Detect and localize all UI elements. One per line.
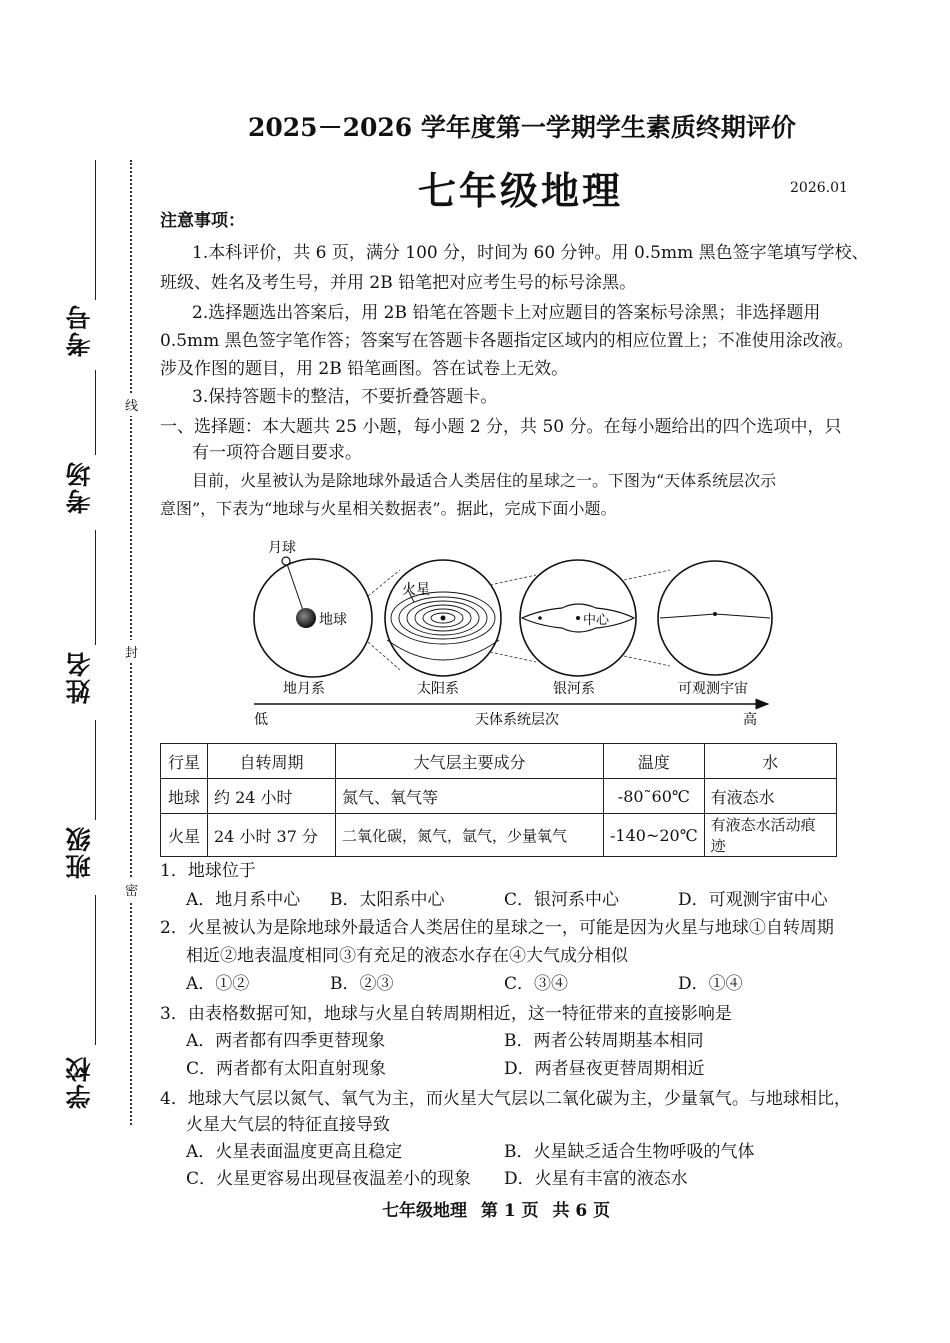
intro-line1: 目前，火星被认为是除地球外最适合人类居住的星球之一。下图为“天体系统层次示 — [192, 471, 777, 490]
q1-option-a[interactable]: A．地月系中心 — [186, 890, 301, 910]
table-cell: 有液态水 — [704, 779, 836, 814]
q3-option-d[interactable]: D．两者昼夜更替周期相近 — [504, 1059, 705, 1079]
notice-item2-line2: 0.5mm 黑色签字笔作答；答案写在答题卡各题指定区域内的相应位置上；不准使用涂改液。 — [160, 331, 854, 351]
moon-label: 月球 — [268, 540, 296, 556]
binding-mark-line: 线 — [125, 393, 138, 416]
footer-total: 共 6 页 — [552, 1201, 611, 1221]
earth-icon — [296, 608, 316, 628]
name-blank[interactable] — [95, 530, 96, 645]
q4-stem-line1: 4．地球大气层以氮气、氧气为主，而火星大气层以二氧化碳为主，少量氧气。与地球相比， — [160, 1089, 851, 1109]
class-label: 班级 — [65, 825, 94, 880]
q4-option-b[interactable]: B．火星缺乏适合生物呼吸的气体 — [504, 1142, 755, 1162]
name-label: 姓名 — [65, 650, 94, 705]
section1-line1: 一、选择题：本大题共 25 小题，每小题 2 分，共 50 分。在每小题给出的四个选项中，只 — [160, 417, 842, 437]
exam-title: 2025－2026 学年度第一学期学生素质终期评价 — [248, 113, 796, 142]
galaxy-center-label: 中心 — [583, 613, 610, 628]
table-cell: 有液态水活动痕迹 — [704, 814, 836, 857]
q1-stem: 1．地球位于 — [160, 861, 256, 881]
q2-option-c[interactable]: C．③④ — [504, 974, 569, 994]
table-cell: 地球 — [161, 779, 208, 814]
q3-stem: 3．由表格数据可知，地球与火星自转周期相近，这一特征带来的直接影响是 — [160, 1004, 732, 1024]
exam-room-blank[interactable] — [95, 370, 96, 455]
intro-line2: 意图”，下表为“地球与火星相关数据表”。据此，完成下面小题。 — [160, 499, 617, 518]
notice-item2-line1: 2.选择题选出答案后，用 2B 铅笔在答题卡上对应题目的答案标号涂黑；非选择题用 — [192, 303, 821, 323]
table-cell: 火星 — [161, 814, 208, 857]
moon-icon — [282, 557, 290, 565]
notice-heading: 注意事项： — [160, 211, 245, 231]
axis-high-label: 高 — [743, 712, 757, 728]
q4-option-c[interactable]: C．火星更容易出现昼夜温差小的现象 — [186, 1169, 472, 1189]
exam-number-label: 考号 — [65, 303, 94, 357]
q2-option-a[interactable]: A．①② — [186, 974, 250, 994]
celestial-system-diagram — [240, 530, 800, 735]
table-header-cell: 自转周期 — [208, 744, 336, 779]
table-row — [161, 779, 837, 814]
mars-label: 火星 — [402, 582, 430, 598]
section1-line2: 有一项符合题目要求。 — [192, 443, 362, 463]
system-label-solar: 太阳系 — [417, 681, 459, 697]
q2-stem-line1: 2．火星被认为是除地球外最适合人类居住的星球之一，可能是因为火星与地球①自转周期 — [160, 918, 834, 938]
axis-low-label: 低 — [254, 712, 268, 728]
notice-item1-line1: 1.本科评价，共 6 页，满分 100 分，时间为 60 分钟。用 0.5mm 黑色签字笔填写学校、 — [192, 243, 869, 263]
q1-option-c[interactable]: C．银河系中心 — [504, 890, 620, 910]
earth-mars-data-table — [160, 743, 837, 857]
notice-item1-line2: 班级、姓名及考生号，并用 2B 铅笔把对应考生号的标号涂黑。 — [160, 273, 637, 293]
notice-item3: 3.保持答题卡的整洁，不要折叠答题卡。 — [192, 387, 498, 407]
school-blank[interactable] — [95, 895, 96, 1045]
subject-title: 七年级地理 — [418, 168, 624, 213]
q3-option-b[interactable]: B．两者公转周期基本相同 — [504, 1031, 704, 1051]
class-blank[interactable] — [95, 720, 96, 820]
footer-subject: 七年级地理 — [382, 1201, 467, 1221]
system-label-earth-moon: 地月系 — [283, 681, 325, 697]
earth-moon-link — [286, 561, 305, 616]
q3-option-c[interactable]: C．两者都有太阳直射现象 — [186, 1059, 387, 1079]
exam-number-blank[interactable] — [95, 160, 96, 300]
table-header-row — [161, 744, 837, 779]
q4-option-a[interactable]: A．火星表面温度更高且稳定 — [186, 1142, 403, 1162]
q2-option-d[interactable]: D．①④ — [678, 974, 743, 994]
q1-option-b[interactable]: B．太阳系中心 — [330, 890, 445, 910]
table-header-cell: 大气层主要成分 — [336, 744, 604, 779]
page-footer — [382, 1196, 618, 1221]
exam-room-label: 考场 — [65, 460, 94, 515]
q4-option-d[interactable]: D．火星有丰富的液态水 — [504, 1169, 688, 1189]
axis-title: 天体系统层次 — [475, 712, 559, 728]
table-row — [161, 814, 837, 857]
earth-label: 地球 — [319, 612, 347, 628]
notice-item2-line3: 涉及作图的题目，用 2B 铅笔画图。答在试卷上无效。 — [160, 359, 569, 379]
table-header-cell: 行星 — [161, 744, 208, 779]
footer-page: 第 1 页 — [480, 1201, 539, 1221]
system-label-galaxy: 银河系 — [553, 681, 595, 697]
table-cell: 二氧化碳，氮气，氩气，少量氧气 — [336, 814, 604, 857]
table-cell: 约 24 小时 — [208, 779, 336, 814]
q2-option-b[interactable]: B．②③ — [330, 974, 394, 994]
binding-mark-seal: 封 — [125, 640, 138, 663]
table-header-cell: 温度 — [604, 744, 705, 779]
exam-date: 2026.01 — [790, 180, 848, 196]
table-cell: 24 小时 37 分 — [208, 814, 336, 857]
q1-option-d[interactable]: D．可观测宇宙中心 — [678, 890, 828, 910]
table-header-cell: 水 — [704, 744, 836, 779]
binding-mark-secret: 密 — [125, 878, 138, 901]
q2-stem-line2: 相近②地表温度相同③有充足的液态水存在④大气成分相似 — [186, 946, 628, 966]
table-cell: -80˜60℃ — [604, 779, 705, 814]
school-label: 学校 — [65, 1055, 94, 1110]
system-label-universe: 可观测宇宙 — [678, 681, 748, 697]
table-cell: -140~20℃ — [604, 814, 705, 857]
table-cell: 氮气、氧气等 — [336, 779, 604, 814]
q4-stem-line2: 火星大气层的特征直接导致 — [186, 1115, 390, 1135]
q3-option-a[interactable]: A．两者都有四季更替现象 — [186, 1031, 386, 1051]
universe-circle — [658, 561, 772, 675]
